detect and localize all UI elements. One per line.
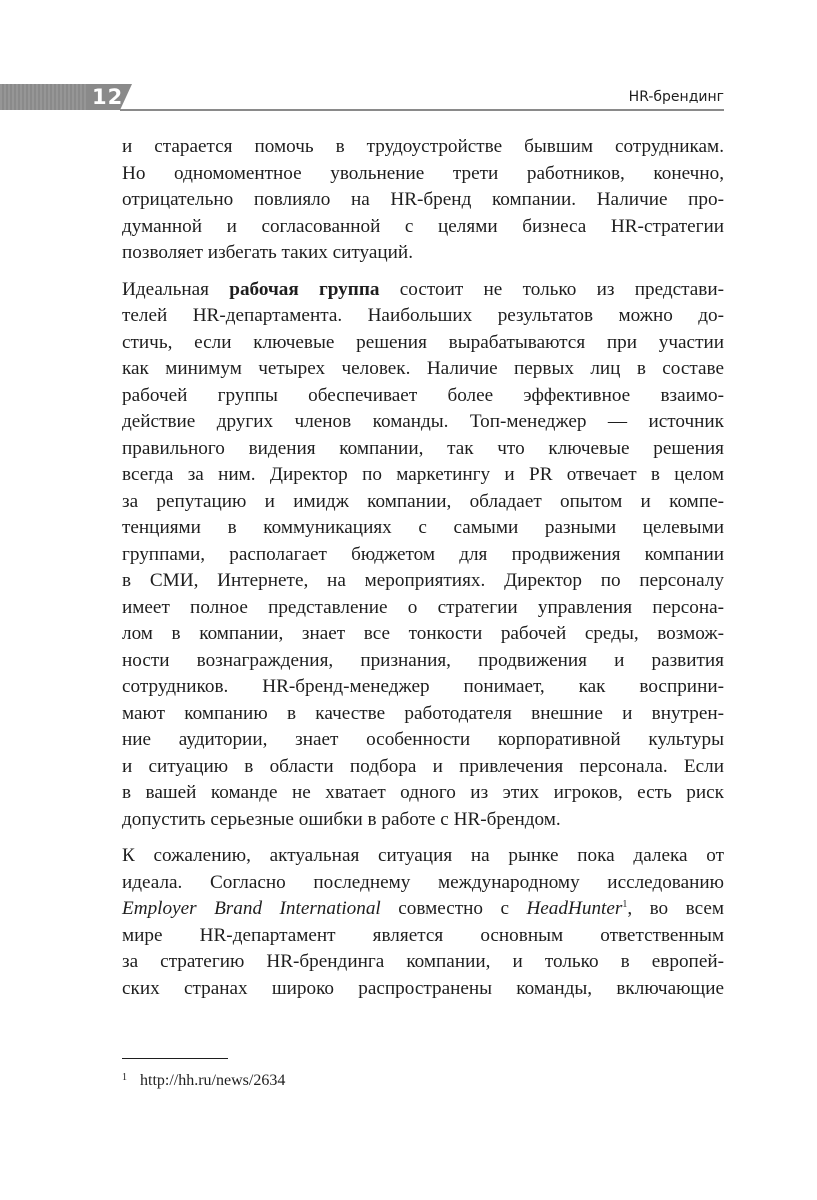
text-line: действие других членов команды. Топ-менеджер — источник xyxy=(122,411,724,432)
text-line: правильного видения компании, так что ключевые решения xyxy=(122,437,724,459)
text-line: тенциями в коммуникациях с самыми разными целевыми xyxy=(122,517,724,538)
footnote-rule xyxy=(122,1058,228,1059)
italic-name: Employer Brand International xyxy=(122,898,381,919)
paragraph-2 xyxy=(122,277,724,834)
text-line: Но одномоментное увольнение трети работников, конечно, xyxy=(122,162,724,184)
text-line: и ситуацию в области подбора и привлечения персонала. Если xyxy=(122,755,724,777)
text-line: в СМИ, Интернете, на мероприятиях. Директор по персоналу xyxy=(122,570,724,591)
footnote-mark: 1 xyxy=(122,1072,127,1083)
text-line: мире HR-департамент является основным ответственным xyxy=(122,924,724,946)
text-line: и старается помочь в трудоустройстве бывшим сотрудникам. xyxy=(122,136,724,157)
text-run: состоит не только из представи- xyxy=(379,278,724,300)
text-line: всегда за ним. Директор по маркетингу и PR отвечает в целом xyxy=(122,464,724,485)
header-bar xyxy=(0,84,100,110)
text-run: Идеальная xyxy=(122,278,230,300)
paragraph-1 xyxy=(122,134,724,267)
text-line: стичь, если ключевые решения вырабатываются при участии xyxy=(122,331,724,353)
text-line: идеала. Согласно последнему международному исследованию xyxy=(122,871,724,893)
footnote-link[interactable]: http://hh.ru/news/2634 xyxy=(140,1072,286,1089)
text-run: совместно с xyxy=(380,898,527,919)
body-text xyxy=(122,134,724,1012)
text-line: К сожалению, актуальная ситуация на рынке пока далека от xyxy=(122,845,724,866)
text-line: отрицательно повлияло на HR-бренд компании. Наличие про- xyxy=(122,189,724,210)
header-rule xyxy=(120,109,724,111)
text-line: думанной и согласованной с целями бизнеса HR-стратегии xyxy=(122,215,724,237)
text-line: рабочей группы обеспечивает более эффективное взаимо- xyxy=(122,384,724,406)
text-line: в вашей команде не хватает одного из этих игроков, есть риск xyxy=(122,782,724,803)
text-line: ности вознаграждения, признания, продвижения и развития xyxy=(122,649,724,671)
text-line: позволяет избегать таких ситуаций. xyxy=(122,242,413,263)
text-line: сотрудников. HR-бренд-менеджер понимает, как восприни- xyxy=(122,676,724,697)
text-line: имеет полное представление о стратегии управления персона- xyxy=(122,596,724,618)
text-line: как минимум четырех человек. Наличие первых лиц в составе xyxy=(122,358,724,379)
footnote-ref[interactable]: 1 xyxy=(622,899,628,910)
text-line: допустить серьезные ошибки в работе с HR-брендом. xyxy=(122,808,561,830)
text-line: ских странах широко распространены команды, включающие xyxy=(122,977,724,999)
text-line xyxy=(122,896,724,923)
footnote xyxy=(122,1067,724,1092)
running-header xyxy=(0,84,817,112)
bold-term: рабочая группа xyxy=(229,278,380,300)
text-line: мают компанию в качестве работодателя внешние и внутрен- xyxy=(122,702,724,724)
page-number: 12 xyxy=(92,85,124,109)
text-line xyxy=(122,277,724,304)
text-line: за стратегию HR-брендинга компании, и только в европей- xyxy=(122,951,724,972)
text-line: лом в компании, знает все тонкости рабочей среды, возмож- xyxy=(122,623,724,644)
text-run: , во всем xyxy=(627,898,724,919)
running-title: HR-брендинг xyxy=(628,89,724,105)
text-line: ние аудитории, знает особенности корпоративной культуры xyxy=(122,729,724,750)
text-line: за репутацию и имидж компании, обладает опытом и компе- xyxy=(122,490,724,512)
text-line: группами, располагает бюджетом для продвижения компании xyxy=(122,543,724,565)
italic-name: HeadHunter xyxy=(526,898,623,919)
paragraph-3 xyxy=(122,843,724,1002)
text-line: телей HR-департамента. Наибольших результатов можно до- xyxy=(122,305,724,326)
